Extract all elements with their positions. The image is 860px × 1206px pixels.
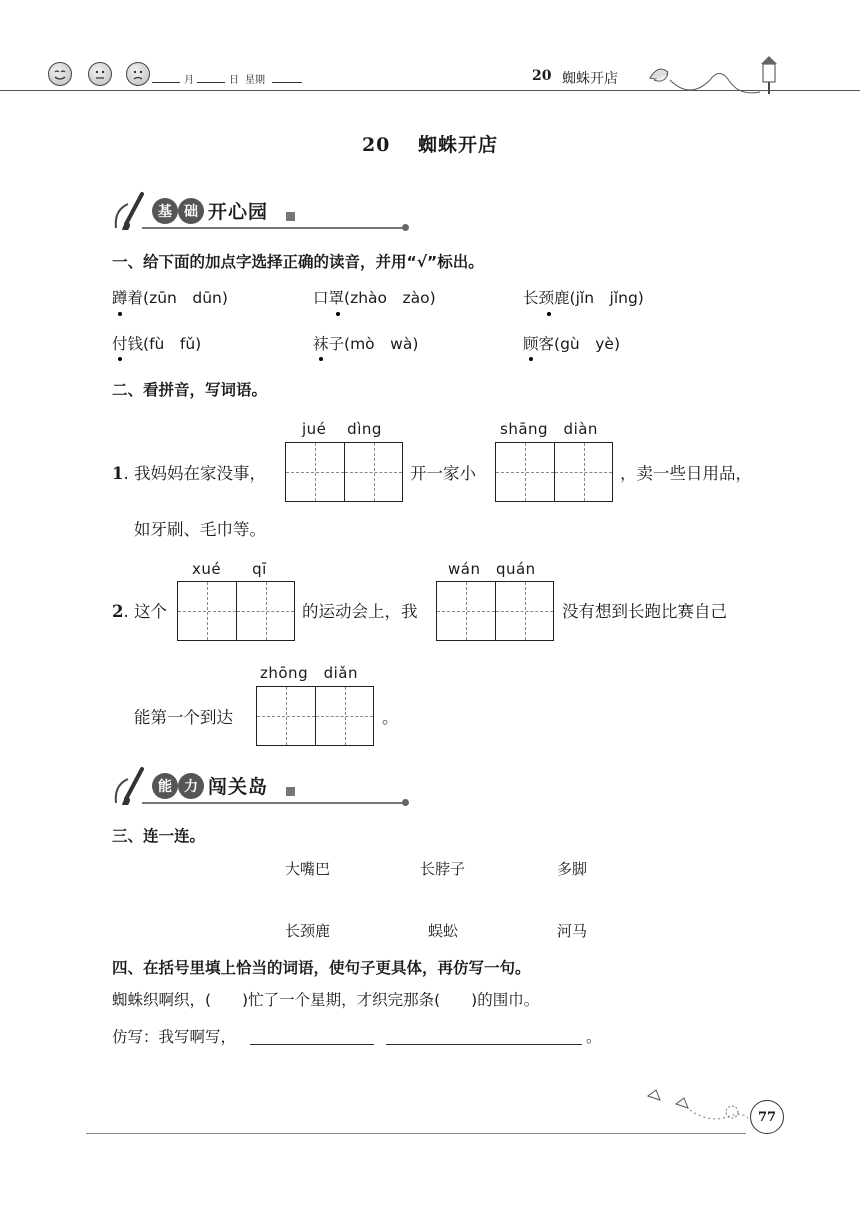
imitate-blank-1[interactable] xyxy=(250,1044,374,1045)
pinyin-xue-qi: xué qī xyxy=(192,560,267,578)
header-lesson-name: 蜘蛛开店 xyxy=(562,71,618,87)
question-2-heading: 二、看拼音，写词语。 xyxy=(112,381,268,399)
paintbrush-icon xyxy=(112,190,152,236)
page-title: 20 蜘蛛开店 xyxy=(361,134,499,156)
day-blank[interactable] xyxy=(197,82,225,83)
butterfly-lamp-decoration-icon xyxy=(640,50,790,100)
match-top-1[interactable]: 大嘴巴 xyxy=(285,860,331,878)
match-bottom-2[interactable]: 蜈蚣 xyxy=(428,922,459,940)
sentence-1-middle: 开一家小 xyxy=(410,464,476,483)
footer-rule xyxy=(86,1133,746,1134)
sentence-2-end: 没有想到长跑比赛自己 xyxy=(562,602,727,621)
smiley-face-icon xyxy=(48,62,72,86)
sentence-2-period: 。 xyxy=(382,708,399,727)
bird-decoration-icon xyxy=(640,1086,750,1130)
q1-item-2: 口罩(zhào zào) xyxy=(313,289,436,307)
writing-grid-wanquan[interactable] xyxy=(436,581,554,641)
match-top-3[interactable]: 多脚 xyxy=(557,860,588,878)
q4-end-period: 。 xyxy=(586,1028,602,1046)
imitate-blank-2[interactable] xyxy=(386,1044,582,1045)
sad-face-icon xyxy=(126,62,150,86)
neutral-face-icon xyxy=(88,62,112,86)
writing-grid-shangdian[interactable] xyxy=(495,442,613,502)
sentence-2-middle: 的运动会上，我 xyxy=(302,602,418,621)
sentence-1-end: ，卖一些日用品， xyxy=(620,464,752,483)
page-number: 77 xyxy=(750,1100,784,1134)
q4-sentence: 蜘蛛织啊织，( )忙了一个星期，才织完那条( )的围巾。 xyxy=(112,991,540,1009)
header-lesson-number: 20 xyxy=(532,68,552,84)
writing-grid-xueqi[interactable] xyxy=(177,581,295,641)
sentence-2-continuation: 能第一个到达 xyxy=(134,708,233,727)
section-banner-basic: 基 础 开心园 xyxy=(112,190,412,236)
match-bottom-3[interactable]: 河马 xyxy=(557,922,588,940)
q1-item-6: 顾客(gù yè) xyxy=(523,335,620,353)
match-bottom-1[interactable]: 长颈鹿 xyxy=(285,922,331,940)
q1-item-5: 袜子(mò wà) xyxy=(313,335,419,353)
pinyin-shang-dian: shāng diàn xyxy=(500,420,598,438)
header-rule xyxy=(0,90,860,91)
sentence-1-start: 1. 我妈妈在家没事， xyxy=(112,464,266,483)
question-1-heading: 一、给下面的加点字选择正确的读音，并用“√”标出。 xyxy=(112,253,484,271)
sentence-2-start: 2. 这个 xyxy=(112,602,167,621)
pinyin-jue-ding: jué dìng xyxy=(302,420,382,438)
question-3-heading: 三、连一连。 xyxy=(112,827,206,845)
weekday-label: 星期 xyxy=(245,75,265,86)
writing-grid-jueding[interactable] xyxy=(285,442,403,502)
q1-item-3: 长颈鹿(jǐn jǐng) xyxy=(523,289,644,307)
question-4-heading: 四、在括号里填上恰当的词语，使句子更具体，再仿写一句。 xyxy=(112,959,531,977)
q1-item-4: 付钱(fù fǔ) xyxy=(112,335,202,353)
pinyin-wan-quan: wán quán xyxy=(448,560,536,578)
day-label: 日 xyxy=(229,75,239,86)
month-label: 月 xyxy=(184,75,194,86)
writing-grid-zhongdian[interactable] xyxy=(256,686,374,746)
section-banner-ability: 能 力 闯关岛 xyxy=(112,765,412,811)
month-blank[interactable] xyxy=(152,82,180,83)
q1-item-1: 蹲着(zūn dūn) xyxy=(112,289,228,307)
match-top-2[interactable]: 长脖子 xyxy=(420,860,466,878)
pinyin-zhong-dian: zhōng diǎn xyxy=(260,664,358,682)
sentence-1-continuation: 如牙刷、毛巾等。 xyxy=(134,520,266,539)
q4-imitate-label: 仿写：我写啊写， xyxy=(112,1028,237,1046)
paintbrush-icon xyxy=(112,765,152,811)
weekday-blank[interactable] xyxy=(272,82,302,83)
